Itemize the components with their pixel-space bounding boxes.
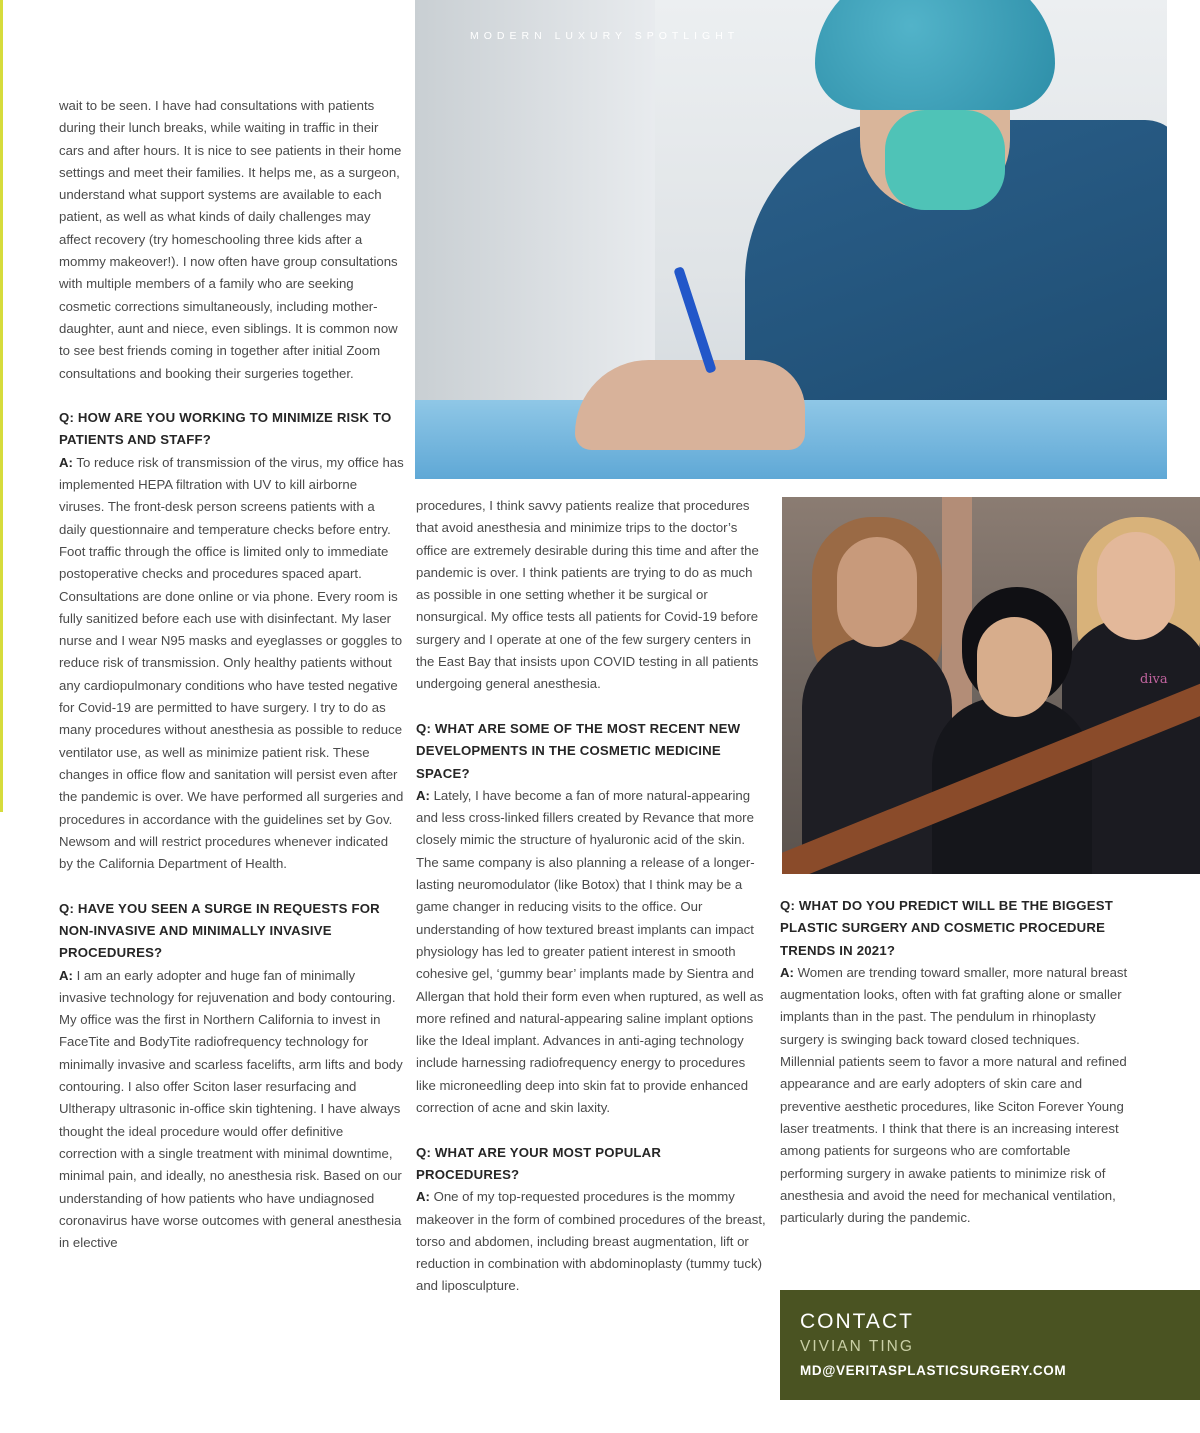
answer-paragraph <box>59 452 404 876</box>
section-label: MODERN LUXURY SPOTLIGHT <box>470 30 740 42</box>
answer-paragraph <box>416 785 766 1119</box>
answer-text: One of my top-requested procedures is the mommy makeover in the form of combined procedures of the breast, torso and abdomen, including breast augmentation, lift or reduction in combination with abdominoplasty (tummy tuck) and liposculpture. <box>416 1189 766 1294</box>
hero-marker-pen <box>673 266 717 374</box>
contact-box <box>780 1290 1200 1400</box>
answer-paragraph <box>780 962 1130 1230</box>
hero-surgical-cap <box>815 0 1055 110</box>
team-person-center-face <box>977 617 1052 717</box>
question-heading: Q: HAVE YOU SEEN A SURGE IN REQUESTS FOR NON-INVASIVE AND MINIMALLY INVASIVE PROCEDURES? <box>59 900 380 961</box>
answer-label: A: <box>59 454 73 470</box>
question-heading: Q: WHAT ARE YOUR MOST POPULAR PROCEDURES? <box>416 1144 662 1182</box>
hero-surgical-mask <box>885 110 1005 210</box>
intro-paragraph: wait to be seen. I have had consultations with patients during their lunch breaks, while waiting in traffic in their cars and after hours. It is nice to see patients in their home settings and meet their families. It helps me, as a surgeon, understand what support systems are available to each patient, as well as what kinds of daily challenges may affect recovery (try homeschooling three kids after a mommy makeover!). I now often have group consultations with multiple members of a family who are seeking cosmetic corrections simultaneously, including mother-daughter, aunt and niece, even siblings. It is common now to see best friends coming in together after initial Zoom consultations and booking their surgeries together. <box>59 98 402 381</box>
answer-text: I am an early adopter and huge fan of minimally invasive technology for rejuvenation and body contouring. My office was the first in Northern California to invest in FaceTite and BodyTite radiofrequency technology for minimally invasive and scarless facelifts, arm lifts and body contouring. I also offer Sciton laser resurfacing and Ultherapy ultrasonic in-office skin tightening. I have always thought the ideal procedure would offer definitive correction with a single treatment with minimal downtime, minimal pain, and ideally, no anesthesia risk. Based on our understanding of how patients who have undiagnosed coronavirus have worse outcomes with general anesthesia in elective <box>59 967 403 1251</box>
answer-label: A: <box>416 1189 430 1205</box>
question-heading: Q: WHAT DO YOU PREDICT WILL BE THE BIGGEST PLASTIC SURGERY AND COSMETIC PROCEDURE TRENDS IN 2021? <box>780 898 1113 958</box>
shirt-logo: diva <box>1140 672 1168 687</box>
answer-paragraph <box>416 1186 766 1297</box>
question-heading: Q: WHAT ARE SOME OF THE MOST RECENT NEW DEVELOPMENTS IN THE COSMETIC MEDICINE SPACE? <box>416 720 741 781</box>
article-column-1 <box>59 95 404 1254</box>
answer-paragraph <box>59 965 404 1255</box>
team-person-right-face <box>1097 532 1175 640</box>
answer-label: A: <box>416 787 430 803</box>
team-person-left-face <box>837 537 917 647</box>
contact-email-link[interactable]: MD@VERITASPLASTICSURGERY.COM <box>800 1363 1067 1378</box>
contact-title: CONTACT <box>800 1310 914 1333</box>
question-heading: Q: HOW ARE YOU WORKING TO MINIMIZE RISK TO PATIENTS AND STAFF? <box>59 410 392 448</box>
team-photo <box>782 497 1200 874</box>
answer-text: Lately, I have become a fan of more natural-appearing and less cross-linked fillers created by Revance that more closely mimic the structure of hyaluronic acid of the skin. The same company is also planning a release of a longer-lasting neuromodulator (like Botox) that I think may be a game changer in reducing visits to the office. Our understanding of how textured breast implants can impact physiology has led to greater patient interest in smooth cohesive gel, ‘gummy bear’ implants made by Sientra and Allergan that hold their form even when ruptured, as well as more refined and natural-appearing saline implant options like the Ideal implant. Advances in anti-aging technology include harnessing radiofrequency energy to procedures like microneedling deep into skin fat to provide enhanced correction of acne and skin laxity. <box>416 787 764 1116</box>
article-column-3 <box>780 895 1130 1229</box>
hero-patient <box>575 360 805 450</box>
hero-photo-surgeon <box>415 0 1167 479</box>
answer-label: A: <box>59 967 73 983</box>
answer-text: Women are trending toward smaller, more natural breast augmentation looks, often with fat grafting alone or smaller implants than in the past. The pendulum in rhinoplasty surgery is swinging back toward closed techniques. Millennial patients seem to favor a more natural and refined appearance and are early adopters of skin care and preventive aesthetic procedures, like Sciton Forever Young laser treatments. I think that there is an increasing interest among patients for surgeons who are comfortable performing surgery in awake patients to minimize risk of anesthesia and avoid the need for mechanical ventilation, particularly during the pandemic. <box>780 964 1128 1226</box>
accent-edge-bar <box>0 0 3 812</box>
answer-text: To reduce risk of transmission of the virus, my office has implemented HEPA filtration with UV to kill airborne viruses. The front-desk person screens patients with a daily questionnaire and temperature checks before entry. Foot traffic through the office is limited only to immediate postoperative checks and procedures spaced apart. Consultations are done online or via phone. Every room is fully sanitized before each use with disinfectant. My laser nurse and I wear N95 masks and eyeglasses or goggles to reduce risk of transmission. Only healthy patients without any cardiopulmonary conditions who have tested negative for Covid-19 are permitted to have surgery. I try to do as many procedures without anesthesia as possible to reduce ventilator use, as well as minimize patient risk. These changes in office flow and sanitation will persist even after the pandemic is over. We have performed all surgeries and procedures in accordance with the guidelines set by Gov. Newsom and will restrict procedures whenever indicated by the California Department of Health. <box>59 454 404 872</box>
continued-paragraph: procedures, I think savvy patients realize that procedures that avoid anesthesia and minimize trips to the doctor’s office are extremely desirable during this time and after the pandemic is over. I think patients are trying to do as much as possible in one setting whether it be surgical or nonsurgical. My office tests all patients for Covid-19 before surgery and I operate at one of the few surgery centers in the East Bay that insists upon COVID testing in all patients undergoing general anesthesia. <box>416 498 759 692</box>
contact-name: VIVIAN TING <box>800 1338 914 1355</box>
answer-label: A: <box>780 964 794 980</box>
article-column-2 <box>416 495 766 1298</box>
